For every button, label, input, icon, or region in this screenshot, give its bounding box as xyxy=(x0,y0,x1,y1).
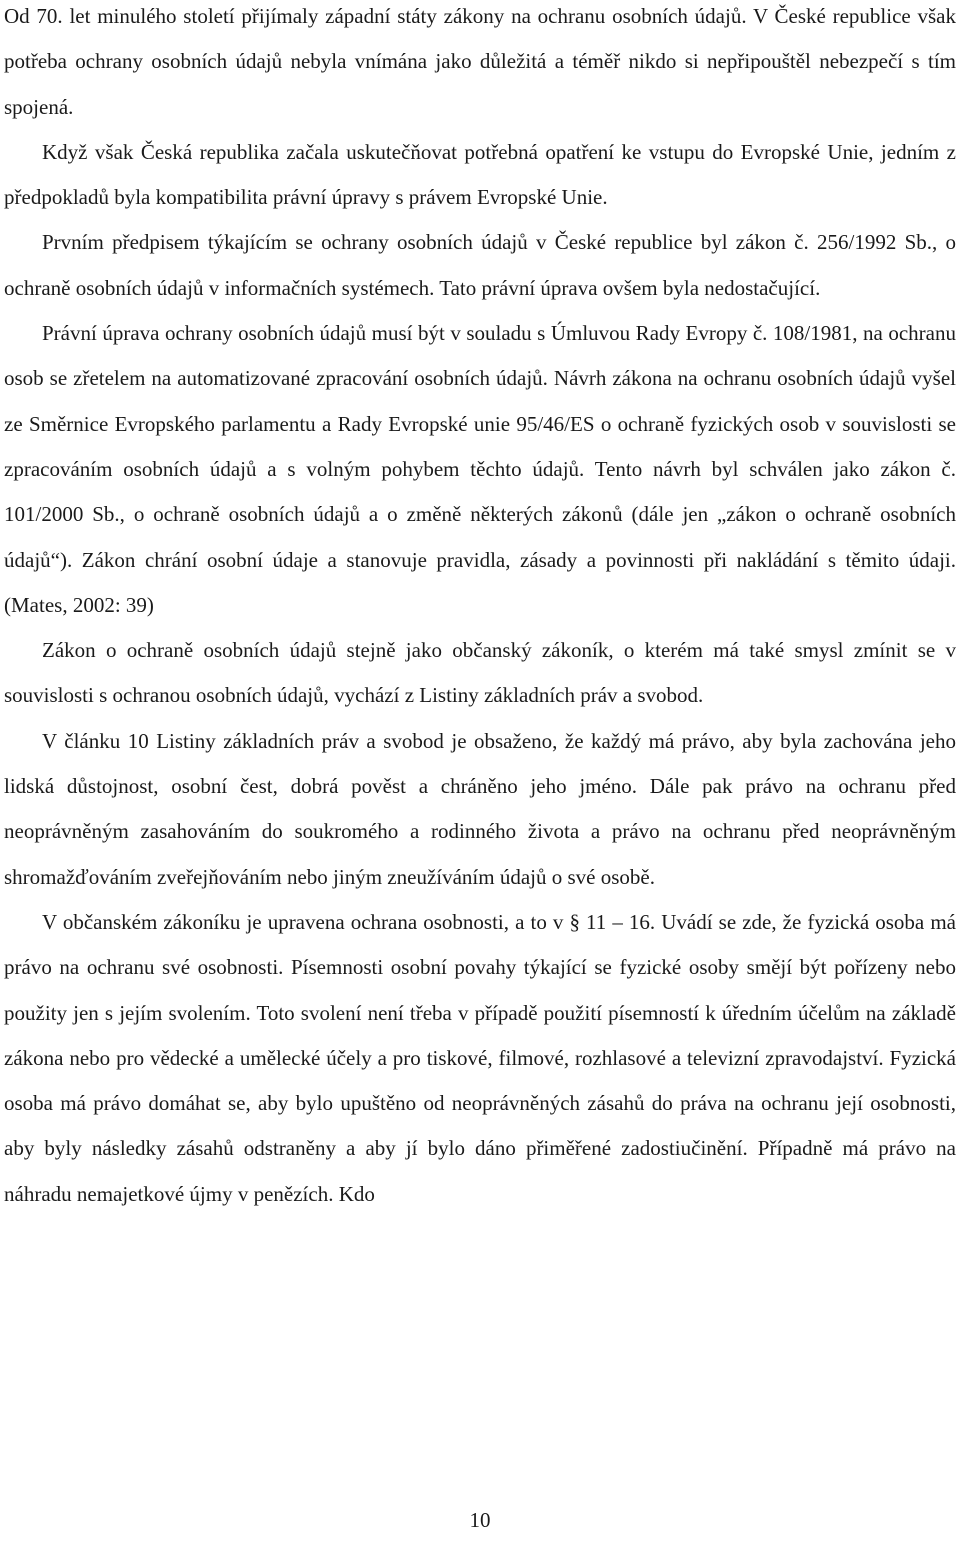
page-number: 10 xyxy=(469,1508,491,1532)
paragraph-charter-article: V článku 10 Listiny základních práv a svobod je obsaženo, že každý má právo, aby byla zachována jeho lidská důstojnost, osobní čest, dobrá pověst a chráněno jeho jméno. Dále pak právo na ochranu před neoprávněným zasahováním do soukromého a rodinného života a právo na ochranu před neoprávněným shromažďováním zveřejňováním nebo jiným zneužíváním údajů o své osobě. xyxy=(4,728,956,889)
body-text xyxy=(4,0,956,1217)
paragraph-first-law: Prvním předpisem týkajícím se ochrany osobních údajů v České republice byl zákon č. 256/1992 Sb., o ochraně osobních údajů v informačních systémech. Tato právní úprava ovšem byla nedostačující. xyxy=(4,230,956,300)
paragraph-convention: Právní úprava ochrany osobních údajů musí být v souladu s Úmluvou Rady Evropy č. 108/1981, na ochranu osob se zřetelem na automatizované zpracování osobních údajů. Návrh zákona na ochranu osobních údajů vyšel ze Směrnice Evropského parlamentu a Rady Evropské unie 95/46/ES o ochraně fyzických osob v souvislosti se zpracováním osobních údajů a s volným pohybem těchto údajů. Tento návrh byl schválen jako zákon č. 101/2000 Sb., o ochraně osobních údajů a o změně některých zákonů (dále jen „zákon o ochraně osobních údajů“). Zákon chrání osobní údaje a stanovuje pravidla, zásady a povinnosti při nakládání s těmito údaji. (Mates, 2002: 39) xyxy=(4,321,956,617)
paragraph-civil-code: Zákon o ochraně osobních údajů stejně jako občanský zákoník, o kterém má také smysl zmínit se v souvislosti s ochranou osobních údajů, vychází z Listiny základních práv a svobod. xyxy=(4,638,956,708)
paragraph-personality-protection: V občanském zákoníku je upravena ochrana osobnosti, a to v § 11 – 16. Uvádí se zde, že fyzická osoba má právo na ochranu své osobnosti. Písemnosti osobní povahy týkající se fyzické osoby smějí být pořízeny nebo použity jen s jejím svolením. Toto svolení není třeba v případě použití písemností k úředním účelům na základě zákona nebo pro vědecké a umělecké účely a pro tiskové, filmové, rozhlasové a televizní zpravodajství. Fyzická osoba má právo domáhat se, aby bylo upuštěno od neoprávněných zásahů do práva na ochranu její osobnosti, aby byly následky zásahů odstraněny a aby jí bylo dáno přiměřené zadostiučinění. Případně má právo na náhradu nemajetkové újmy v penězích. Kdo xyxy=(4,909,956,1206)
paragraph-intro: Od 70. let minulého století přijímaly západní státy zákony na ochranu osobních údajů. V České republice však potřeba ochrany osobních údajů nebyla vnímána jako důležitá a téměř nikdo si nepřipouštěl nebezpečí s tím spojená. xyxy=(4,4,956,119)
paragraph-eu-accession: Když však Česká republika začala uskutečňovat potřebná opatření ke vstupu do Evropské Unie, jedním z předpokladů byla kompatibilita právní úpravy s právem Evropské Unie. xyxy=(4,139,956,210)
